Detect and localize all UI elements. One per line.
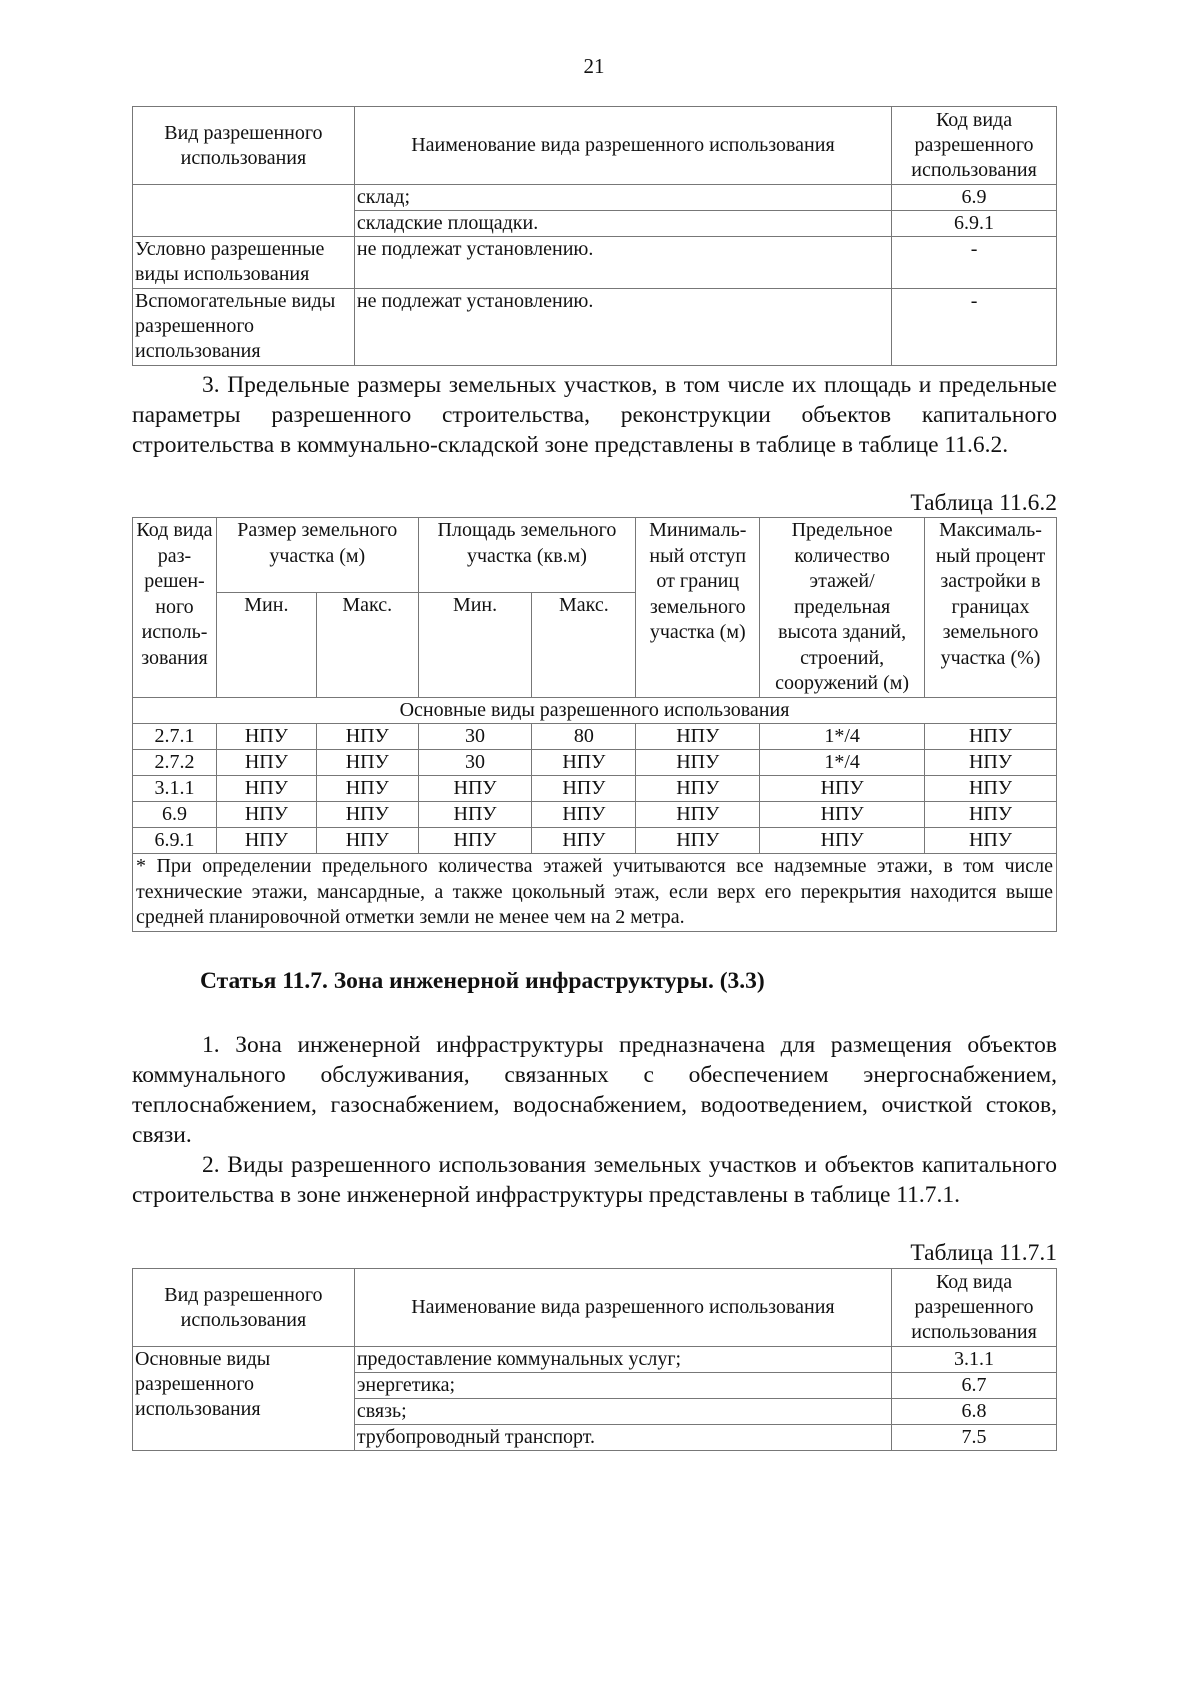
paragraph-1-2 xyxy=(132,1030,1057,1210)
code-cell: 3.1.1 xyxy=(892,1347,1057,1373)
code-cell: 6.9.1 xyxy=(892,211,1057,237)
header-code: Код вида раз-решен-ного исполь-зования xyxy=(133,518,217,698)
table-row xyxy=(133,289,1057,366)
table-row xyxy=(133,724,1057,750)
cell: НПУ xyxy=(925,802,1057,828)
cell: НПУ xyxy=(925,724,1057,750)
table-header-row xyxy=(133,1269,1057,1347)
cell: НПУ xyxy=(925,776,1057,802)
cell: НПУ xyxy=(925,828,1057,854)
code-cell: 6.7 xyxy=(892,1373,1057,1399)
header-setback: Минималь-ный отступ от границ земельного участка (м) xyxy=(636,518,760,698)
table-row xyxy=(133,828,1057,854)
cell: НПУ xyxy=(216,750,316,776)
cell: НПУ xyxy=(636,802,760,828)
code-cell: 6.8 xyxy=(892,1399,1057,1425)
header-max: Макс. xyxy=(532,593,636,698)
paragraph-3 xyxy=(132,370,1057,460)
cell: НПУ xyxy=(532,828,636,854)
header-min: Мин. xyxy=(216,593,316,698)
header-area: Площадь земельного участка (кв.м) xyxy=(418,518,636,593)
header-cell: Наименование вида разрешенного использования xyxy=(354,1269,891,1347)
group-cell: Условно разрешенные виды использования xyxy=(133,237,355,289)
paragraph-text: 1. Зона инженерной инфраструктуры предназначена для размещения объектов коммунального обслуживания, связанных с обеспечением энергоснабжением, теплоснабжением, газоснабжением, водоснабжением, водоотведением, очисткой стоков, связи. xyxy=(132,1032,1057,1148)
cell: НПУ xyxy=(636,724,760,750)
name-cell: не подлежат установлению. xyxy=(354,237,891,289)
header-cell: Код вида разрешенного использования xyxy=(892,107,1057,185)
article-heading: Статья 11.7. Зона инженерной инфраструктуры. (3.3) xyxy=(200,968,765,994)
cell: НПУ xyxy=(532,750,636,776)
cell: НПУ xyxy=(532,776,636,802)
cell: НПУ xyxy=(216,828,316,854)
cell: 80 xyxy=(532,724,636,750)
footnote: * При определении предельного количества этажей учитываются все надземные этажи, в том числе технические этажи, мансардные, а также цокольный этаж, если верх его перекрытия находится выше средней планировочной отметки земли не менее чем на 2 метра. xyxy=(133,854,1057,932)
code-cell: 7.5 xyxy=(892,1425,1057,1451)
cell: НПУ xyxy=(636,776,760,802)
cell: 2.7.2 xyxy=(133,750,217,776)
cell: НПУ xyxy=(316,750,418,776)
name-cell: склад; xyxy=(354,185,891,211)
header-cell: Наименование вида разрешенного использования xyxy=(354,107,891,185)
table-row xyxy=(133,802,1057,828)
group-cell: Основные виды разрешенного использования xyxy=(133,1347,355,1451)
table-header-row xyxy=(133,107,1057,185)
header-floors: Предельное количество этажей/ предельная высота зданий, строений, сооружений (м) xyxy=(760,518,925,698)
header-cell: Вид разрешенного использования xyxy=(133,107,355,185)
header-size: Размер земельного участка (м) xyxy=(216,518,418,593)
cell: 6.9 xyxy=(133,802,217,828)
cell: НПУ xyxy=(760,776,925,802)
group-cell xyxy=(133,185,355,237)
cell: НПУ xyxy=(925,750,1057,776)
name-cell: предоставление коммунальных услуг; xyxy=(354,1347,891,1373)
cell: НПУ xyxy=(316,776,418,802)
table-row xyxy=(133,185,1057,211)
footnote-row xyxy=(133,854,1057,932)
table-row xyxy=(133,750,1057,776)
table-caption: Таблица 11.7.1 xyxy=(910,1240,1057,1266)
cell: НПУ xyxy=(636,828,760,854)
cell: 1*/4 xyxy=(760,724,925,750)
cell: НПУ xyxy=(216,776,316,802)
section-label: Основные виды разрешенного использования xyxy=(133,697,1057,724)
table-caption: Таблица 11.6.2 xyxy=(910,490,1057,516)
name-cell: складские площадки. xyxy=(354,211,891,237)
name-cell: трубопроводный транспорт. xyxy=(354,1425,891,1451)
cell: 3.1.1 xyxy=(133,776,217,802)
paragraph-text: 3. Предельные размеры земельных участков, в том числе их площадь и предельные параметры разрешенного строительства, реконструкции объектов капитального строительства в коммунально-складской зоне представлены в таблице в таблице 11.6.2. xyxy=(132,372,1057,458)
cell: НПУ xyxy=(316,724,418,750)
cell: НПУ xyxy=(316,828,418,854)
table-11-6-2 xyxy=(132,517,1057,932)
table-header-row xyxy=(133,518,1057,593)
cell: 6.9.1 xyxy=(133,828,217,854)
name-cell: связь; xyxy=(354,1399,891,1425)
name-cell: не подлежат установлению. xyxy=(354,289,891,366)
cell: НПУ xyxy=(216,802,316,828)
cell: 30 xyxy=(418,750,532,776)
code-cell: 6.9 xyxy=(892,185,1057,211)
table-row xyxy=(133,237,1057,289)
cell: 2.7.1 xyxy=(133,724,217,750)
code-cell: - xyxy=(892,237,1057,289)
page-number: 21 xyxy=(583,54,605,78)
name-cell: энергетика; xyxy=(354,1373,891,1399)
header-cell: Код вида разрешенного использования xyxy=(892,1269,1057,1347)
header-min: Мин. xyxy=(418,593,532,698)
table-11-7-1 xyxy=(132,1268,1057,1451)
cell: 1*/4 xyxy=(760,750,925,776)
table-row xyxy=(133,776,1057,802)
cell: НПУ xyxy=(636,750,760,776)
cell: НПУ xyxy=(216,724,316,750)
paragraph-text: 2. Виды разрешенного использования земельных участков и объектов капитального строительства в зоне инженерной инфраструктуры представлены в таблице 11.7.1. xyxy=(132,1152,1057,1208)
cell: НПУ xyxy=(316,802,418,828)
table-row xyxy=(133,1347,1057,1373)
cell: НПУ xyxy=(760,802,925,828)
code-cell: - xyxy=(892,289,1057,366)
cell: НПУ xyxy=(418,776,532,802)
cell: НПУ xyxy=(532,802,636,828)
cell: 30 xyxy=(418,724,532,750)
header-coverage: Максималь-ный процент застройки в границах земельного участка (%) xyxy=(925,518,1057,698)
group-cell: Вспомогательные виды разрешенного использования xyxy=(133,289,355,366)
cell: НПУ xyxy=(760,828,925,854)
header-cell: Вид разрешенного использования xyxy=(133,1269,355,1347)
cell: НПУ xyxy=(418,802,532,828)
section-row xyxy=(133,697,1057,724)
cell: НПУ xyxy=(418,828,532,854)
header-max: Макс. xyxy=(316,593,418,698)
table-top-continuation xyxy=(132,106,1057,366)
